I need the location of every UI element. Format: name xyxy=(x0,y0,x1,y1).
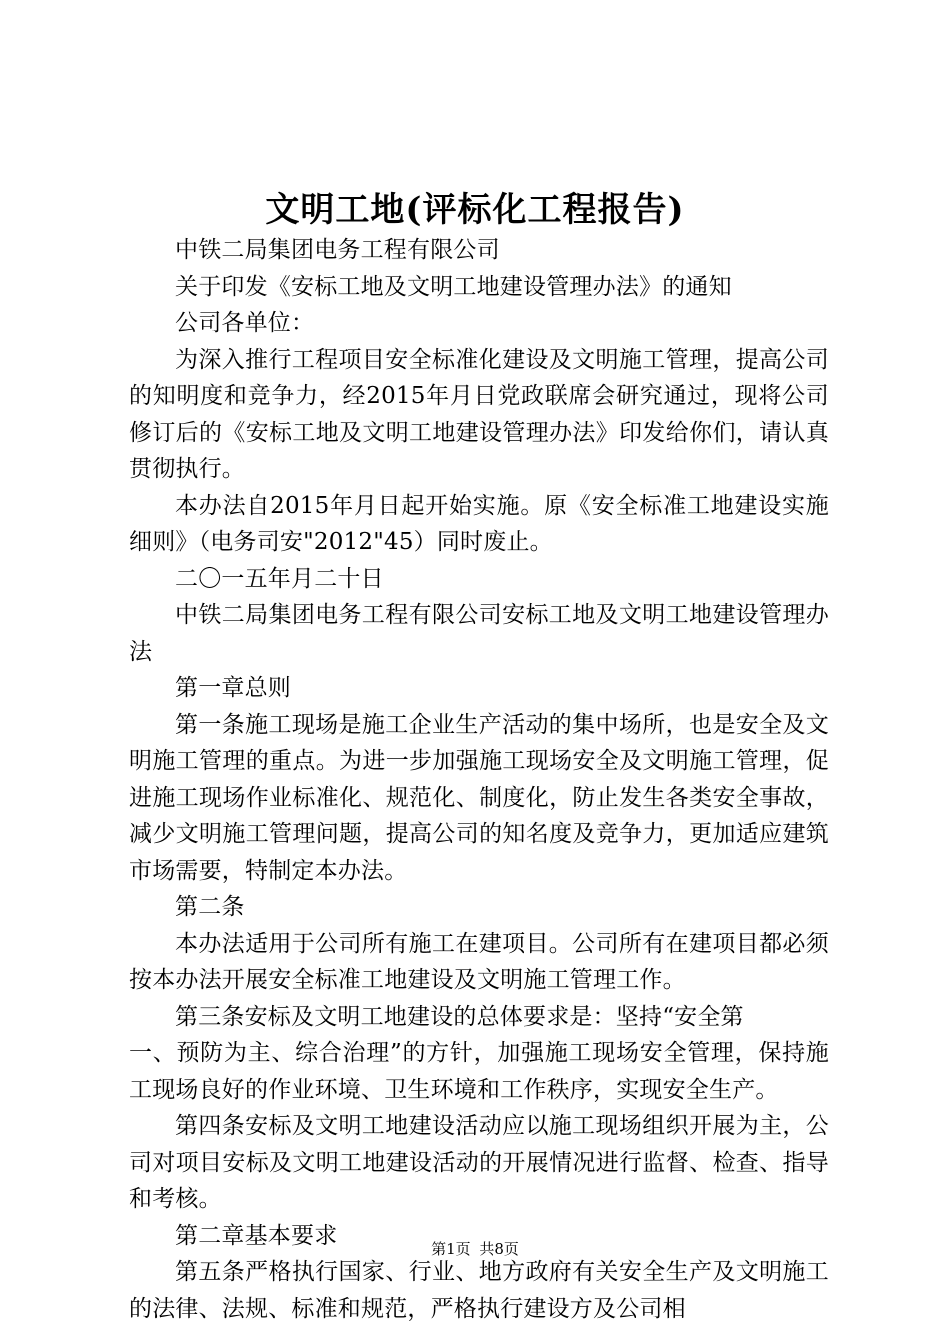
document-title: 文明工地(评标化工程报告) xyxy=(265,190,685,230)
paragraph: 本办法自2015年月日起开始实施。原《安全标准工地建设实施细则》（电务司安"2012"45）同时废止。 xyxy=(129,492,829,555)
paragraph: 中铁二局集团电务工程有限公司 xyxy=(175,237,500,263)
paragraph: 第四条安标及文明工地建设活动应以施工现场组织开展为主，公司对项目安标及文明工地建设活动的开展情况进行监督、检查、指导和考核。 xyxy=(129,1113,829,1212)
paragraph: 中铁二局集团电务工程有限公司安标工地及文明工地建设管理办法 xyxy=(129,602,829,665)
paragraph: 关于印发《安标工地及文明工地建设管理办法》的通知 xyxy=(175,273,732,300)
paragraph: 第三条安标及文明工地建设的总体要求是：坚持“安全第 xyxy=(175,1003,744,1030)
chapter-heading: 第二章基本要求 xyxy=(175,1222,338,1249)
page-number: 第1页 xyxy=(431,1240,471,1258)
page-total: 共8页 xyxy=(479,1240,519,1258)
article-heading: 第二条 xyxy=(175,894,245,920)
paragraph: 公司各单位： xyxy=(175,310,315,336)
paragraph: 第一条施工现场是施工企业生产活动的集中场所，也是安全及文明施工管理的重点。为进一步加强施工现场安全及文明施工管理，促进施工现场作业标准化、规范化、制度化，防止发生各类安全事故，减少文明施工管理问题，提高公司的知名度及竞争力，更加适应建筑市场需要，特制定本办法。 xyxy=(129,711,829,884)
paragraph: 本办法适用于公司所有施工在建项目。公司所有在建项目都必须按本办法开展安全标准工地建设及文明施工管理工作。 xyxy=(129,930,829,993)
document-body xyxy=(129,232,829,1327)
paragraph: 第五条严格执行国家、行业、地方政府有关安全生产及文明施工的法律、法规、标准和规范，严格执行建设方及公司相 xyxy=(129,1259,829,1322)
page-footer xyxy=(0,1238,950,1260)
paragraph: 一、预防为主、综合治理”的方针，加强施工现场安全管理，保持施工现场良好的作业环境、卫生环境和工作秩序，实现安全生产。 xyxy=(129,1040,829,1103)
paragraph: 二〇一五年月二十日 xyxy=(175,565,384,592)
paragraph: 为深入推行工程项目安全标准化建设及文明施工管理，提高公司的知明度和竞争力，经2015年月日党政联席会研究通过，现将公司修订后的《安标工地及文明工地建设管理办法》印发给你们，请认真贯彻执行。 xyxy=(129,346,829,482)
chapter-heading: 第一章总则 xyxy=(175,675,291,701)
